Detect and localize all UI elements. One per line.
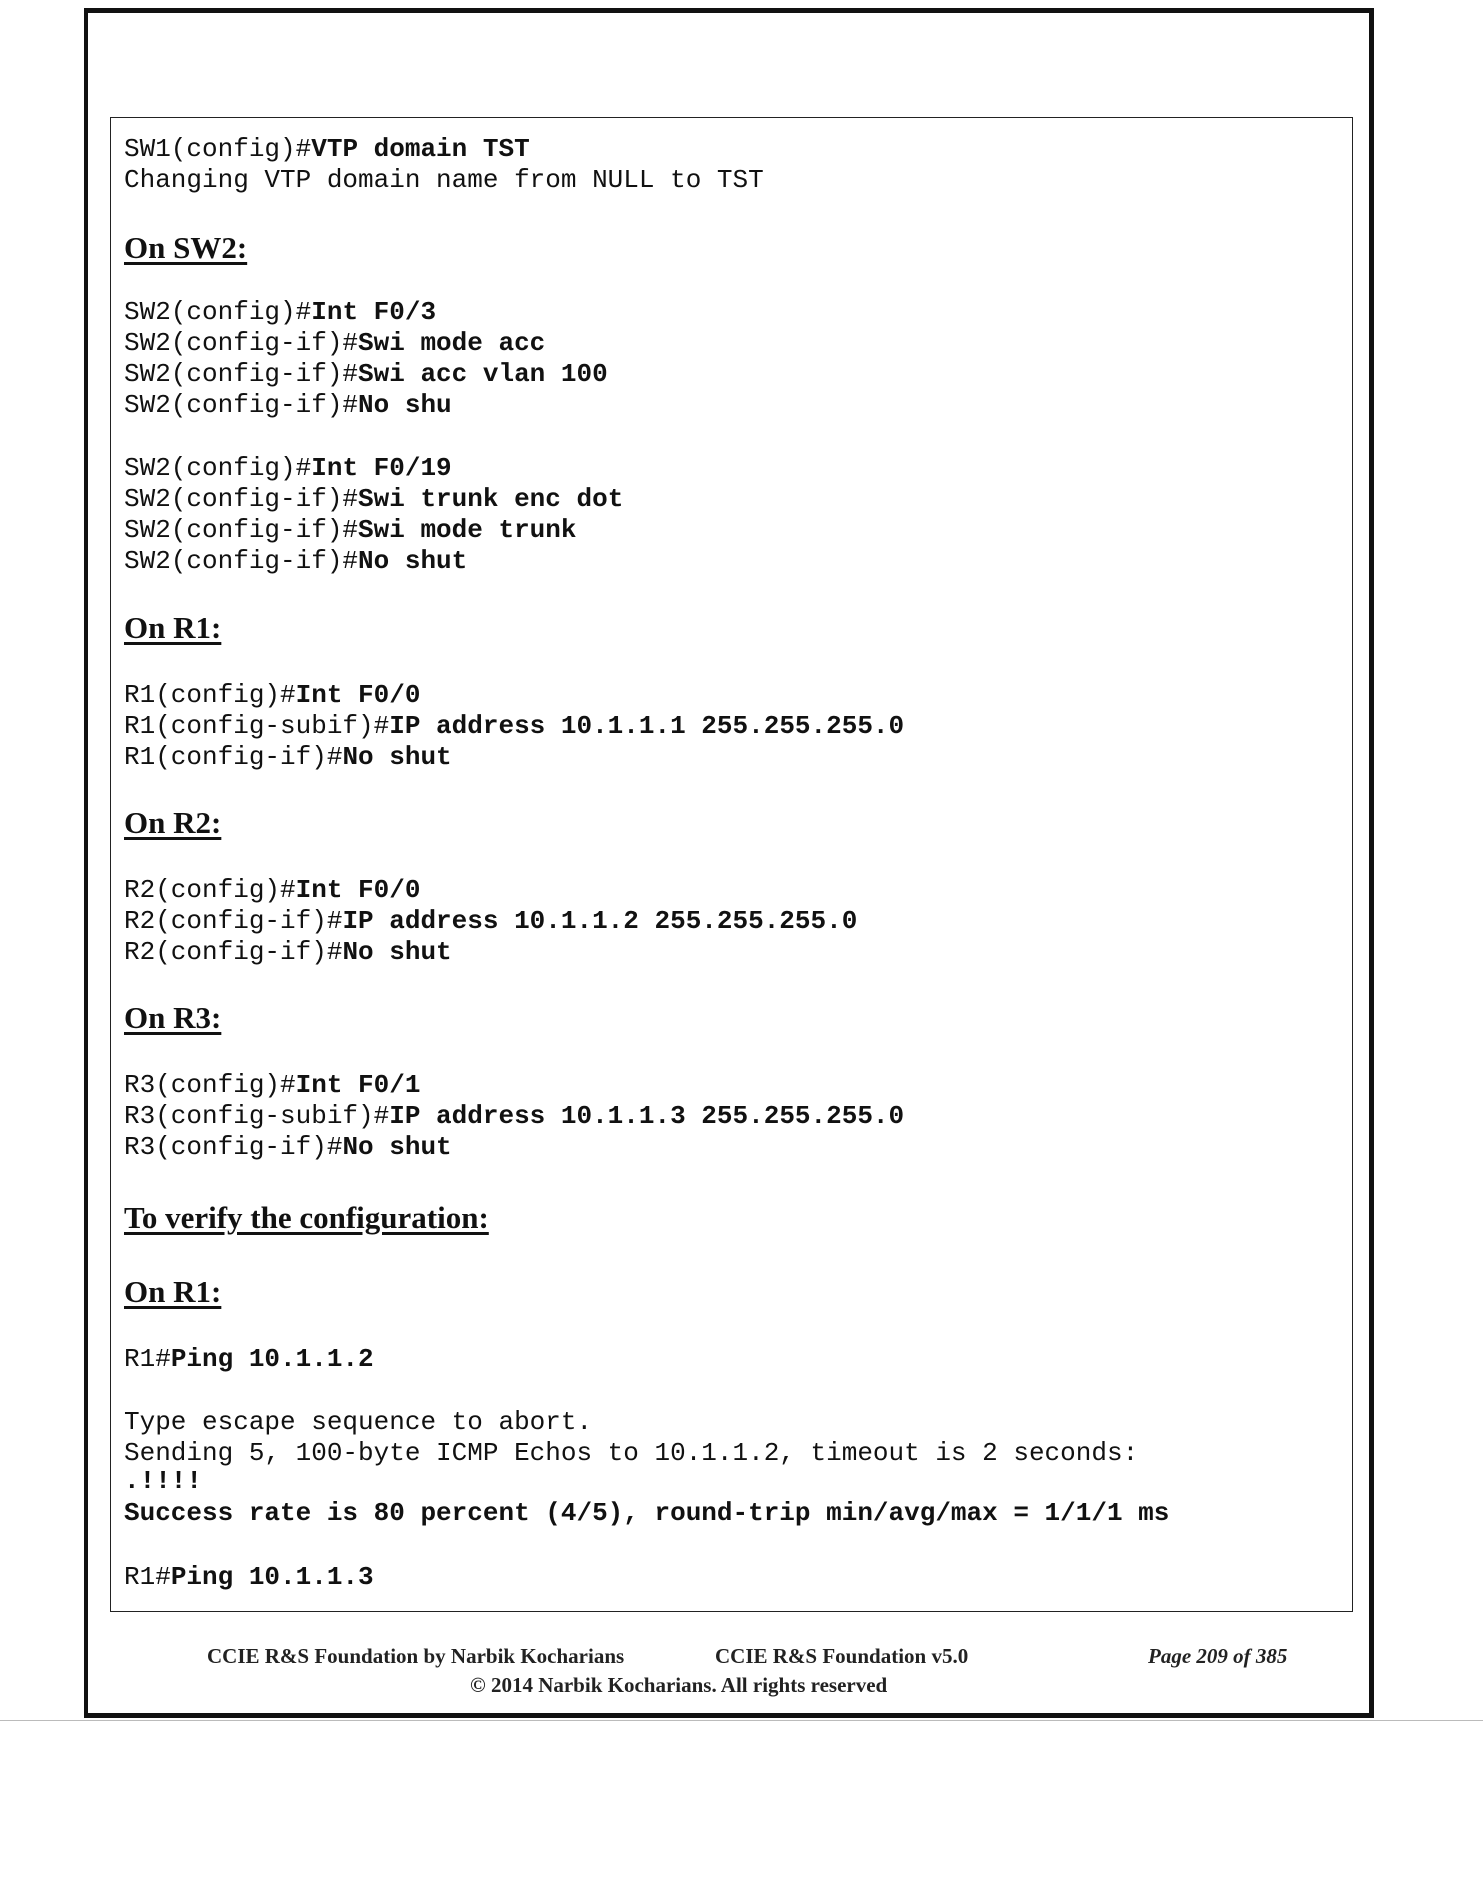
section-heading: On R2: [124,805,222,840]
code-command: Swi trunk enc dot [358,484,624,514]
code-command: IP address 10.1.1.3 255.255.255.0 [389,1101,905,1131]
code-line [124,390,452,421]
code-line [124,546,467,577]
code-prompt: SW2(config-if)# [124,484,359,514]
code-line [124,1070,420,1101]
code-command: IP address 10.1.1.1 255.255.255.0 [389,711,905,741]
code-prompt: R1(config-subif)# [124,711,390,741]
code-prompt: R1(config-if)# [124,742,343,772]
code-prompt: Changing VTP domain name from NULL to TST [124,165,764,195]
code-line [124,906,857,937]
footer-author: CCIE R&S Foundation by Narbik Kocharians [207,1644,625,1668]
code-command: IP address 10.1.1.2 255.255.255.0 [342,906,858,936]
code-prompt: R1# [124,1344,171,1374]
code-prompt: R3(config-subif)# [124,1101,390,1131]
code-command: Int F0/19 [311,453,452,483]
code-prompt: R1(config)# [124,680,296,710]
code-line [124,1344,374,1375]
code-prompt: R1# [124,1562,171,1592]
code-line [124,453,452,484]
section-heading: On R3: [124,1000,222,1035]
code-command: Int F0/0 [295,875,421,905]
scan-artifact [0,1720,1483,1721]
code-command: No shu [358,390,452,420]
code-prompt: R3(config)# [124,1070,296,1100]
code-line [124,875,420,906]
section-heading: On R1: [124,1274,222,1309]
code-prompt: Sending 5, 100-byte ICMP Echos to 10.1.1.2, timeout is 2 seconds: [124,1438,1139,1468]
code-line [124,680,420,711]
code-line [124,134,530,165]
code-prompt: R3(config-if)# [124,1132,343,1162]
code-prompt: SW2(config)# [124,297,312,327]
code-line [124,484,623,515]
code-prompt: R2(config-if)# [124,906,343,936]
footer-copyright: © 2014 Narbik Kocharians. All rights reserved [470,1673,888,1697]
section-heading: To verify the configuration: [124,1200,489,1235]
code-command: No shut [342,1132,452,1162]
code-line [124,937,452,968]
code-line [124,165,764,196]
code-command: Int F0/0 [295,680,421,710]
code-prompt: SW2(config-if)# [124,359,359,389]
code-prompt: Type escape sequence to abort. [124,1407,593,1437]
code-prompt: SW2(config-if)# [124,328,359,358]
code-prompt: SW1(config)# [124,134,312,164]
code-command: .!!!! [124,1466,203,1496]
code-command: VTP domain TST [311,134,530,164]
section-heading: On R1: [124,610,222,645]
code-line [124,711,904,742]
code-command: Swi mode trunk [358,515,577,545]
code-line [124,1438,1138,1469]
code-prompt: SW2(config-if)# [124,515,359,545]
footer-page-number: Page 209 of 385 [1148,1644,1288,1668]
code-command: No shut [358,546,468,576]
code-line [124,1407,592,1438]
section-heading: On SW2: [124,230,248,265]
code-line [124,1101,904,1132]
code-line [124,1466,202,1497]
code-command: Success rate is 80 percent (4/5), round-trip min/avg/max = 1/1/1 ms [124,1498,1170,1528]
code-prompt: SW2(config-if)# [124,546,359,576]
code-line [124,742,452,773]
code-line [124,328,545,359]
code-prompt: SW2(config)# [124,453,312,483]
code-line [124,515,576,546]
code-line [124,1562,374,1593]
code-prompt: SW2(config-if)# [124,390,359,420]
code-command: No shut [342,742,452,772]
code-command: Swi acc vlan 100 [358,359,608,389]
code-line [124,297,436,328]
code-command: Swi mode acc [358,328,546,358]
code-prompt: R2(config-if)# [124,937,343,967]
code-line [124,359,608,390]
code-prompt: R2(config)# [124,875,296,905]
code-command: Int F0/3 [311,297,437,327]
footer-version: CCIE R&S Foundation v5.0 [715,1644,969,1668]
code-line [124,1498,1169,1529]
code-command: Ping 10.1.1.3 [170,1562,374,1592]
code-line [124,1132,452,1163]
code-command: Ping 10.1.1.2 [170,1344,374,1374]
code-command: No shut [342,937,452,967]
code-command: Int F0/1 [295,1070,421,1100]
